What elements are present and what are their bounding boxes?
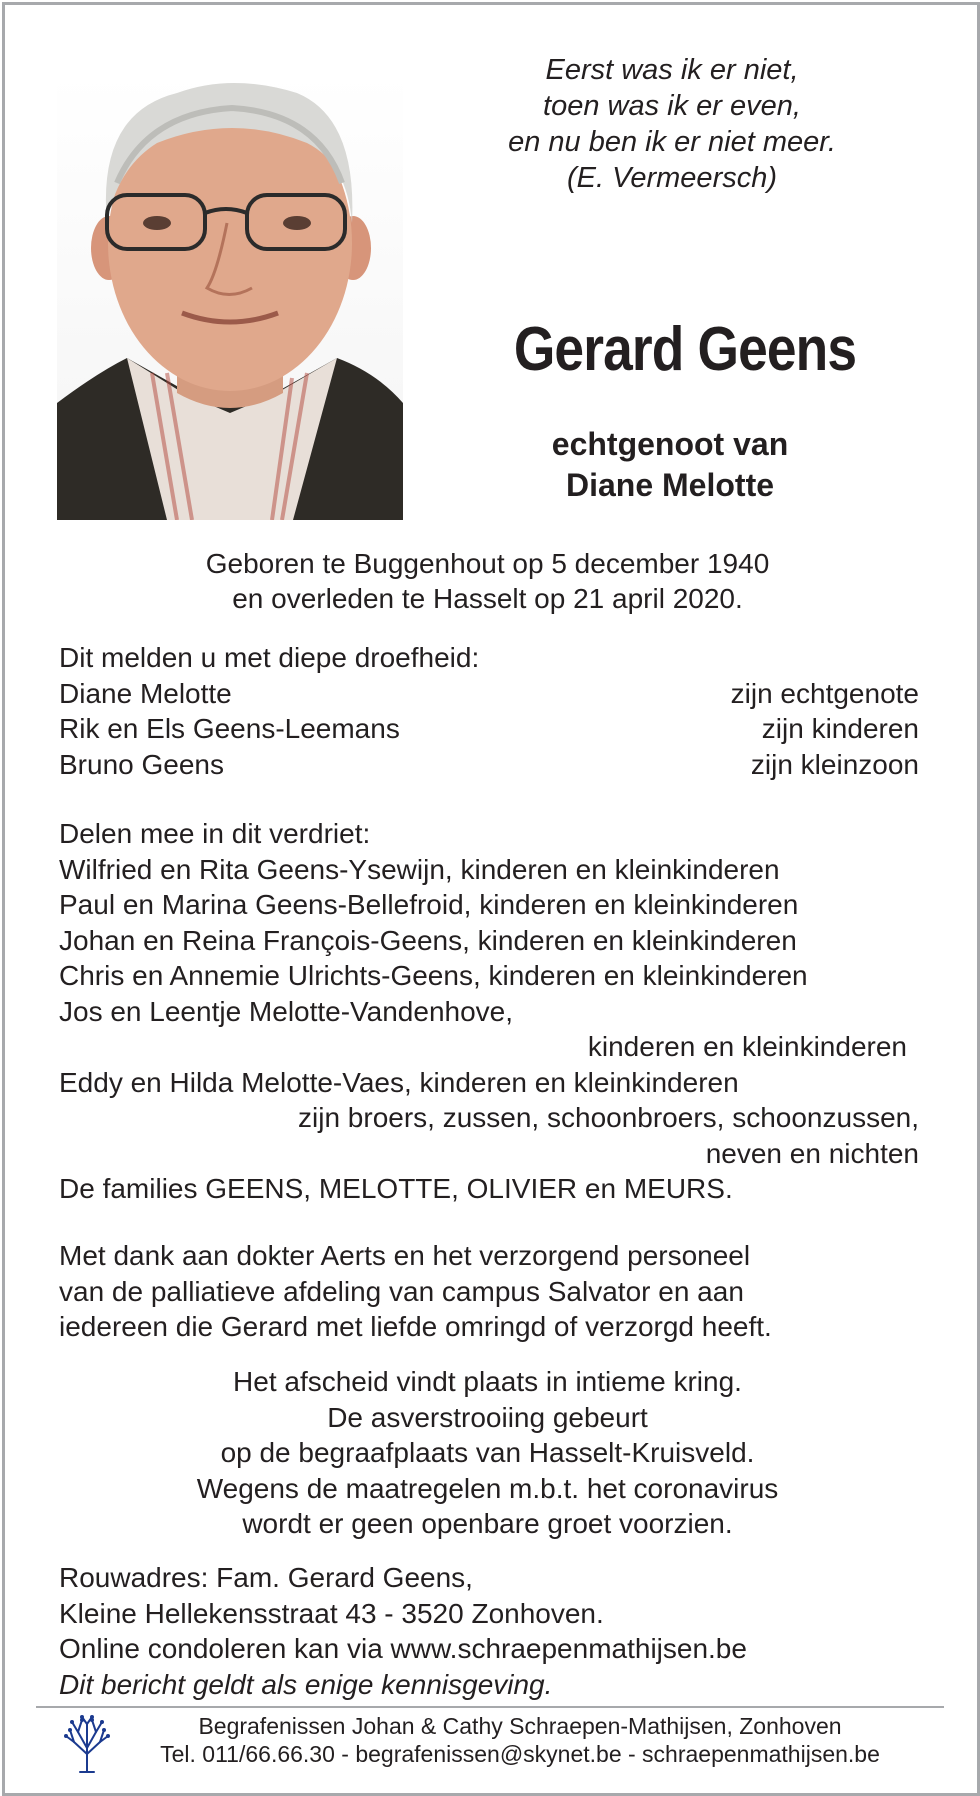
footer-divider — [36, 1706, 944, 1708]
condolence-line: Online condoleren kan via www.schraepenmathijsen.be — [59, 1633, 747, 1664]
thanks-line: van de palliatieve afdeling van campus Salvator en aan — [59, 1275, 744, 1307]
announcer-row — [59, 676, 919, 712]
announcer-row — [59, 711, 919, 747]
quote-line: toen was ik er even, — [543, 90, 801, 122]
death-line: en overleden te Hasselt op 21 april 2020. — [232, 583, 743, 614]
announcer-name: Bruno Geens — [59, 748, 224, 780]
announce-intro: Dit melden u met diepe droefheid: — [59, 642, 480, 673]
funeral-home-footer — [120, 1712, 920, 1768]
spouse-relation — [470, 424, 870, 506]
announcer-role: zijn echtgenote — [730, 677, 919, 709]
share-families: De families GEENS, MELOTTE, OLIVIER en MEURS. — [59, 1173, 733, 1204]
share-line: Johan en Reina François-Geens, kinderen en kleinkinderen — [59, 924, 797, 956]
relation-label: echtgenoot van — [551, 426, 789, 462]
farewell-line: Het afscheid vindt plaats in intieme kring. — [233, 1366, 742, 1397]
life-dates — [60, 546, 915, 616]
share-line: zijn broers, zussen, schoonbroers, schoonzussen, — [298, 1102, 919, 1133]
quote-line: en nu ben ik er niet meer. — [508, 126, 836, 158]
farewell-line: wordt er geen openbare groet voorzien. — [242, 1508, 733, 1539]
share-line: Wilfried en Rita Geens-Ysewijn, kinderen en kleinkinderen — [59, 853, 780, 885]
quote-line: Eerst was ik er niet, — [545, 54, 799, 86]
memorial-quote — [458, 52, 886, 196]
share-line: Paul en Marina Geens-Bellefroid, kinderen en kleinkinderen — [59, 889, 799, 920]
address-section — [59, 1560, 919, 1702]
share-line: Eddy en Hilda Melotte-Vaes, kinderen en kleinkinderen — [59, 1066, 739, 1098]
share-line: Chris en Annemie Ulrichts-Geens, kinderen en kleinkinderen — [59, 960, 808, 991]
announcer-row — [59, 747, 919, 783]
share-line: kinderen en kleinkinderen — [587, 1031, 907, 1062]
farewell-line: De asverstrooiing gebeurt — [327, 1401, 648, 1433]
farewell-section — [60, 1364, 915, 1542]
announcers-section — [59, 640, 919, 782]
farewell-line: op de begraafplaats van Hasselt-Kruisveld. — [220, 1437, 755, 1468]
spouse-name: Diane Melotte — [565, 467, 775, 503]
address-line: Kleine Hellekensstraat 43 - 3520 Zonhoven. — [59, 1597, 604, 1629]
funeral-home-contact: Tel. 011/66.66.30 - begrafenissen@skynet.be - schraepenmathijsen.be — [160, 1741, 880, 1767]
tree-logo-icon — [60, 1714, 114, 1774]
thanks-line: Met dank aan dokter Aerts en het verzorgend personeel — [59, 1240, 751, 1271]
announcer-name: Diane Melotte — [59, 677, 232, 709]
announcer-role: zijn kleinzoon — [750, 748, 919, 780]
sharing-section — [59, 816, 919, 1207]
deceased-name: Gerard Geens — [513, 315, 857, 384]
share-line: neven en nichten — [705, 1137, 919, 1169]
portrait-photo — [57, 73, 403, 520]
farewell-line: Wegens de maatregelen m.b.t. het coronavirus — [196, 1472, 779, 1504]
notice-line: Dit bericht geldt als enige kennisgeving. — [59, 1668, 553, 1700]
share-intro: Delen mee in dit verdriet: — [59, 818, 371, 849]
share-line: Jos en Leentje Melotte-Vandenhove, — [59, 995, 514, 1027]
funeral-home-name: Begrafenissen Johan & Cathy Schraepen-Mathijsen, Zonhoven — [198, 1713, 842, 1739]
birth-line: Geboren te Buggenhout op 5 december 1940 — [205, 548, 770, 579]
announcer-role: zijn kinderen — [761, 713, 919, 744]
quote-author: (E. Vermeersch) — [566, 162, 778, 194]
thanks-section — [59, 1238, 919, 1345]
announcer-name: Rik en Els Geens-Leemans — [59, 713, 400, 744]
address-line: Rouwadres: Fam. Gerard Geens, — [59, 1562, 473, 1593]
thanks-line: iedereen die Gerard met liefde omringd of verzorgd heeft. — [59, 1311, 772, 1342]
